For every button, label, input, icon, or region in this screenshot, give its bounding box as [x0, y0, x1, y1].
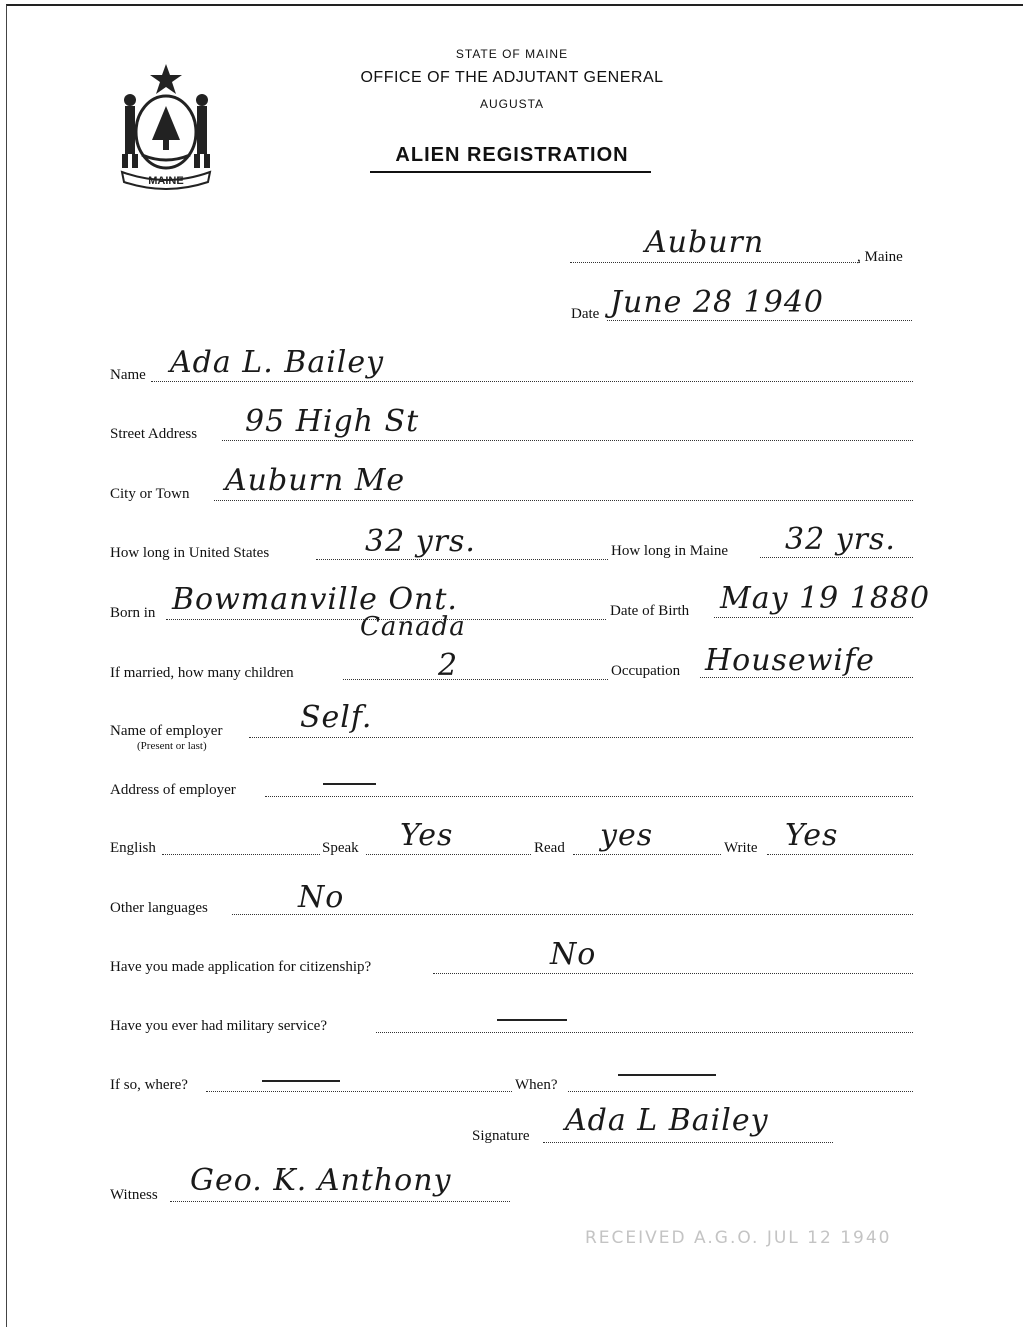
city-value: Auburn Me	[225, 463, 406, 498]
born-in-label: Born in	[110, 605, 156, 621]
born-in-country-value: Canada	[360, 612, 466, 642]
name-value: Ada L. Bailey	[170, 345, 385, 380]
military-label: Have you ever had military service?	[110, 1018, 327, 1034]
occupation-label: Occupation	[611, 663, 681, 679]
employer-label: Name of employer	[110, 723, 223, 739]
witness-label: Witness	[110, 1187, 158, 1203]
employer-address-label: Address of employer	[110, 782, 236, 798]
town-value: Auburn	[645, 225, 765, 260]
born-in-value: Bowmanville Ont.	[172, 582, 458, 617]
military-dash	[497, 1019, 567, 1021]
speak-value: Yes	[400, 818, 454, 853]
street-label: Street Address	[110, 426, 198, 442]
page-title: ALIEN REGISTRATION	[395, 144, 629, 166]
received-stamp: RECEIVED A.G.O. JUL 12 1940	[585, 1228, 892, 1248]
employer-address-dash	[323, 783, 376, 785]
date-value: June 28 1940	[610, 285, 825, 320]
signature-label: Signature	[472, 1128, 530, 1144]
name-label: Name	[110, 367, 146, 383]
children-value: 2	[438, 648, 459, 683]
write-value: Yes	[785, 818, 839, 853]
how-long-maine-value: 32 yrs.	[785, 522, 896, 557]
other-languages-label: Other languages	[110, 900, 208, 916]
dob-label: Date of Birth	[610, 603, 690, 619]
city-label: City or Town	[110, 486, 190, 502]
how-long-us-value: 32 yrs.	[365, 524, 476, 559]
when-label: When?	[515, 1077, 558, 1093]
header-office: OFFICE OF THE ADJUTANT GENERAL	[360, 69, 664, 86]
header-state: STATE OF MAINE	[455, 47, 569, 61]
signature-value: Ada L Bailey	[565, 1103, 769, 1138]
when-dash	[618, 1074, 716, 1076]
citizenship-label: Have you made application for citizenship?	[110, 959, 372, 975]
other-languages-value: No	[298, 880, 345, 915]
read-label: Read	[534, 840, 565, 856]
write-label: Write	[724, 840, 758, 856]
maine-label: , Maine	[857, 249, 903, 265]
dob-value: May 19 1880	[720, 581, 931, 616]
header-city: AUGUSTA	[479, 97, 545, 111]
read-value: yes	[600, 818, 654, 853]
street-value: 95 High St	[245, 404, 420, 439]
where-dash	[262, 1080, 340, 1082]
how-long-us-label: How long in United States	[110, 545, 270, 561]
citizenship-value: No	[550, 937, 597, 972]
occupation-value: Housewife	[705, 643, 875, 678]
witness-value: Geo. K. Anthony	[190, 1163, 452, 1198]
how-long-maine-label: How long in Maine	[611, 543, 729, 559]
employer-note: (Present or last)	[137, 740, 207, 752]
seal-banner-text: MAINE	[148, 175, 184, 187]
english-label: English	[110, 840, 156, 856]
children-label: If married, how many children	[110, 665, 294, 681]
employer-value: Self.	[300, 700, 373, 735]
title-underline	[370, 171, 651, 173]
speak-label: Speak	[322, 840, 359, 856]
where-label: If so, where?	[110, 1077, 188, 1093]
date-label: Date	[571, 306, 600, 322]
